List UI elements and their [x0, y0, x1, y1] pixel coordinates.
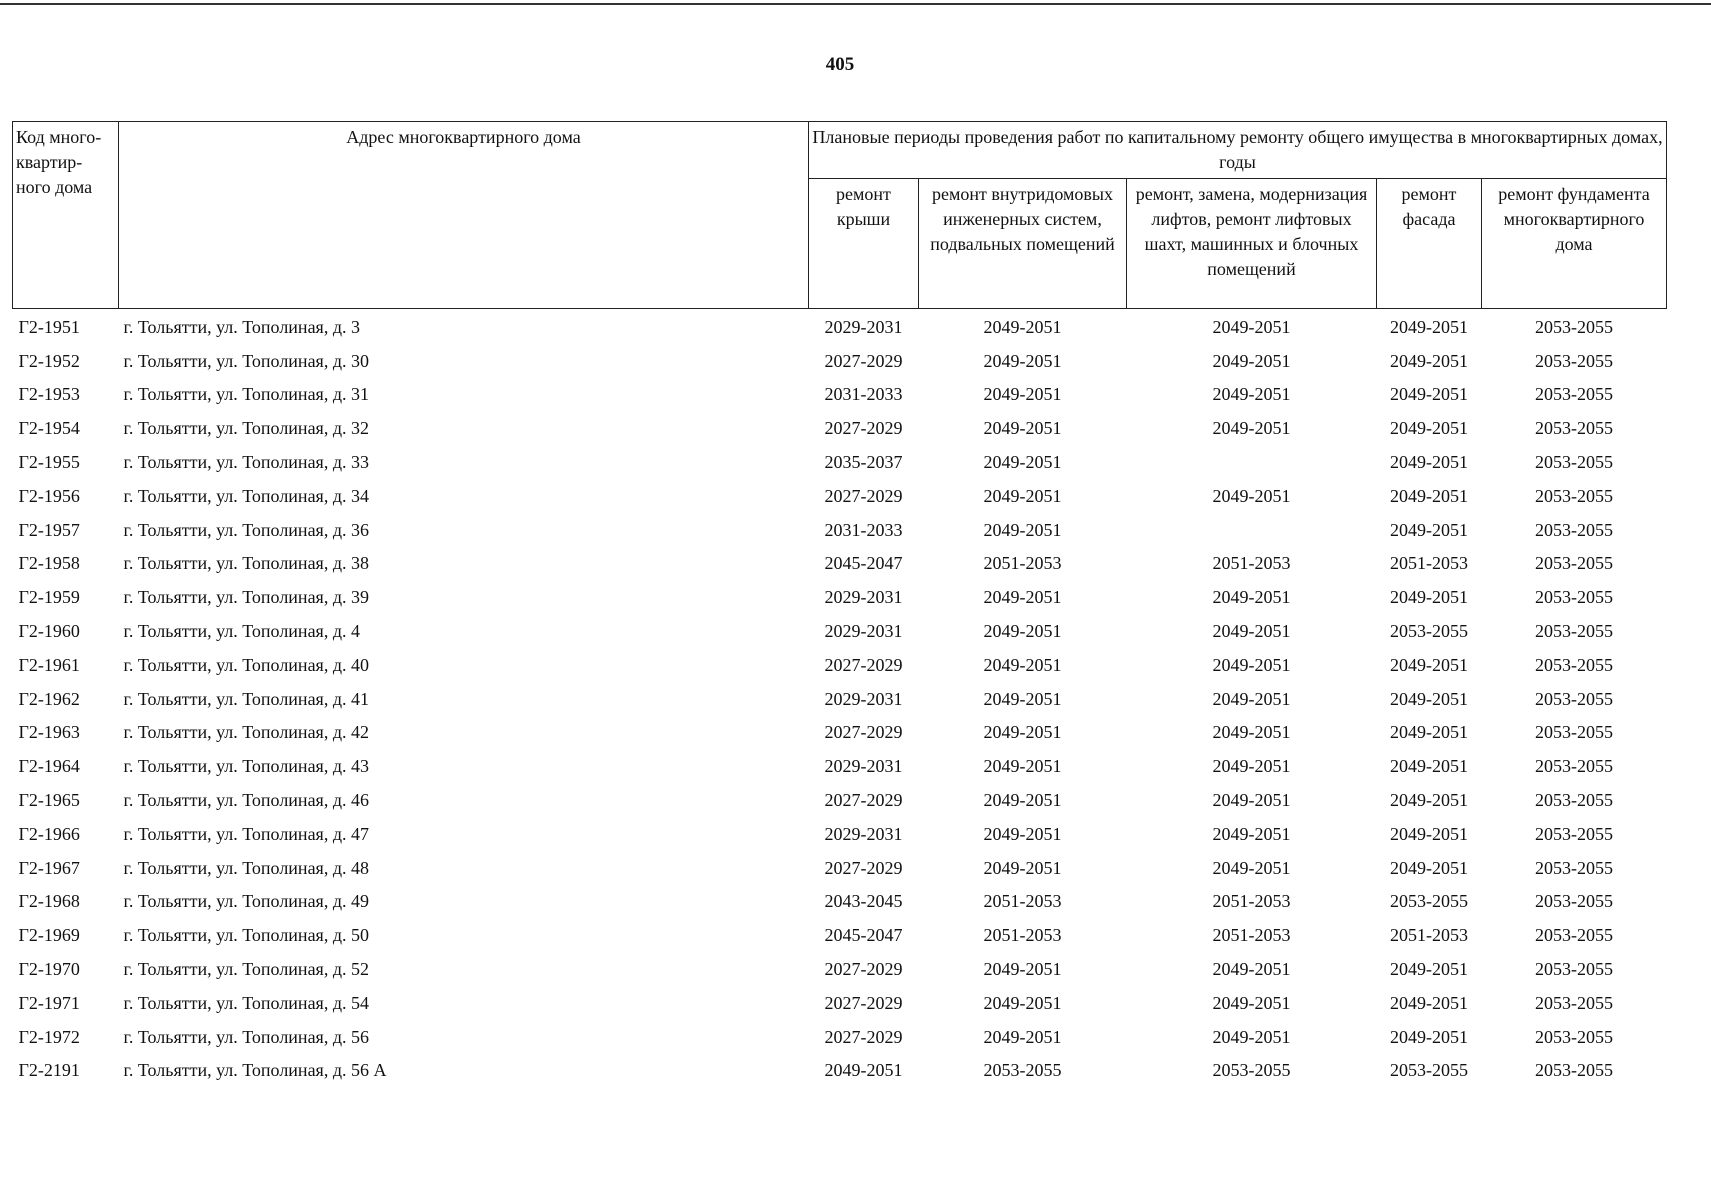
cell-foundation: 2053-2055: [1535, 452, 1613, 473]
cell-engineering-systems: 2049-2051: [983, 384, 1062, 405]
table-row: [13, 817, 1667, 851]
cell-engineering-systems: 2049-2051: [983, 722, 1062, 743]
cell-code: Г2-1960: [18, 621, 80, 642]
cell-code: Г2-1966: [18, 823, 80, 844]
table-row: [13, 547, 1667, 581]
cell-foundation: 2053-2055: [1535, 621, 1613, 642]
cell-facade: 2053-2055: [1390, 891, 1468, 912]
table-row: [13, 851, 1667, 885]
cell-lifts: [1127, 513, 1377, 547]
cell-lifts: 2049-2051: [1212, 384, 1291, 405]
cell-engineering-systems: 2051-2053: [983, 925, 1062, 946]
cell-facade: 2049-2051: [1390, 959, 1468, 980]
cell-foundation: 2053-2055: [1535, 519, 1613, 540]
cell-foundation: 2053-2055: [1535, 790, 1613, 811]
cell-lifts: 2049-2051: [1212, 722, 1291, 743]
cell-address: г. Тольятти, ул. Тополиная, д. 48: [123, 857, 369, 878]
cell-facade: 2049-2051: [1390, 654, 1468, 675]
cell-engineering-systems: 2049-2051: [983, 959, 1062, 980]
table-row: [13, 952, 1667, 986]
cell-engineering-systems: 2049-2051: [983, 992, 1062, 1013]
cell-foundation: 2053-2055: [1535, 992, 1613, 1013]
header-address: Адрес многоквартирного дома: [119, 122, 809, 309]
cell-engineering-systems: 2051-2053: [983, 891, 1062, 912]
cell-facade: 2049-2051: [1390, 519, 1468, 540]
cell-roof: 2031-2033: [824, 384, 903, 405]
cell-address: г. Тольятти, ул. Тополиная, д. 31: [123, 384, 369, 405]
header-roof: ремонт крыши: [809, 179, 919, 309]
cell-address: г. Тольятти, ул. Тополиная, д. 43: [123, 756, 369, 777]
cell-facade: 2049-2051: [1390, 688, 1468, 709]
cell-facade: 2049-2051: [1390, 350, 1468, 371]
cell-facade: 2051-2053: [1390, 925, 1468, 946]
cell-engineering-systems: 2049-2051: [983, 621, 1062, 642]
cell-lifts: 2051-2053: [1212, 553, 1291, 574]
cell-engineering-systems: 2049-2051: [983, 452, 1062, 473]
cell-lifts: 2049-2051: [1212, 823, 1291, 844]
cell-foundation: 2053-2055: [1535, 1026, 1613, 1047]
cell-engineering-systems: 2049-2051: [983, 790, 1062, 811]
cell-lifts: 2049-2051: [1212, 418, 1291, 439]
cell-lifts: 2049-2051: [1212, 756, 1291, 777]
cell-lifts: [1127, 445, 1377, 479]
cell-roof: 2027-2029: [824, 485, 903, 506]
cell-lifts: 2049-2051: [1212, 621, 1291, 642]
cell-foundation: 2053-2055: [1535, 418, 1613, 439]
cell-foundation: 2053-2055: [1535, 925, 1613, 946]
cell-code: Г2-1971: [18, 992, 80, 1013]
table-row: [13, 885, 1667, 919]
cell-facade: 2049-2051: [1390, 722, 1468, 743]
cell-roof: 2049-2051: [824, 1060, 903, 1081]
cell-foundation: 2053-2055: [1535, 891, 1613, 912]
cell-address: г. Тольятти, ул. Тополиная, д. 33: [123, 452, 369, 473]
cell-roof: 2027-2029: [824, 350, 903, 371]
cell-engineering-systems: 2049-2051: [983, 1026, 1062, 1047]
cell-foundation: 2053-2055: [1535, 350, 1613, 371]
cell-roof: 2031-2033: [824, 519, 903, 540]
cell-foundation: 2053-2055: [1535, 384, 1613, 405]
cell-foundation: 2053-2055: [1535, 756, 1613, 777]
cell-facade: 2049-2051: [1390, 485, 1468, 506]
cell-address: г. Тольятти, ул. Тополиная, д. 46: [123, 790, 369, 811]
cell-roof: 2027-2029: [824, 790, 903, 811]
cell-foundation: 2053-2055: [1535, 857, 1613, 878]
cell-roof: 2029-2031: [824, 688, 903, 709]
cell-code: Г2-1972: [18, 1026, 80, 1047]
cell-facade: 2049-2051: [1390, 992, 1468, 1013]
cell-facade: 2049-2051: [1390, 857, 1468, 878]
cell-roof: 2043-2045: [824, 891, 903, 912]
cell-address: г. Тольятти, ул. Тополиная, д. 49: [123, 891, 369, 912]
cell-roof: 2029-2031: [824, 621, 903, 642]
header-lifts: ремонт, замена, модернизация лифтов, ремонт лифтовых шахт, машинных и блочных помещений: [1127, 179, 1377, 309]
header-facade: ремонт фасада: [1377, 179, 1482, 309]
cell-code: Г2-1968: [18, 891, 80, 912]
cell-address: г. Тольятти, ул. Тополиная, д. 47: [123, 823, 369, 844]
table-row: [13, 411, 1667, 445]
cell-address: г. Тольятти, ул. Тополиная, д. 32: [123, 418, 369, 439]
cell-code: Г2-1967: [18, 857, 80, 878]
cell-code: Г2-1956: [18, 485, 80, 506]
cell-address: г. Тольятти, ул. Тополиная, д. 50: [123, 925, 369, 946]
cell-lifts: 2049-2051: [1212, 1026, 1291, 1047]
cell-engineering-systems: 2049-2051: [983, 519, 1062, 540]
cell-code: Г2-1957: [18, 519, 80, 540]
cell-roof: 2029-2031: [824, 823, 903, 844]
cell-code: Г2-1953: [18, 384, 80, 405]
cell-address: г. Тольятти, ул. Тополиная, д. 39: [123, 587, 369, 608]
cell-facade: 2053-2055: [1390, 621, 1468, 642]
cell-engineering-systems: 2049-2051: [983, 823, 1062, 844]
table-row: [13, 986, 1667, 1020]
cell-code: Г2-1952: [18, 350, 80, 371]
cell-lifts: 2049-2051: [1212, 857, 1291, 878]
cell-engineering-systems: 2049-2051: [983, 857, 1062, 878]
cell-facade: 2049-2051: [1390, 756, 1468, 777]
table-row: [13, 309, 1667, 344]
cell-foundation: 2053-2055: [1535, 553, 1613, 574]
table-row: [13, 783, 1667, 817]
cell-address: г. Тольятти, ул. Тополиная, д. 52: [123, 959, 369, 980]
cell-roof: 2035-2037: [824, 452, 903, 473]
cell-facade: 2051-2053: [1390, 553, 1468, 574]
cell-roof: 2027-2029: [824, 992, 903, 1013]
cell-address: г. Тольятти, ул. Тополиная, д. 42: [123, 722, 369, 743]
table-row: [13, 1054, 1667, 1088]
cell-foundation: 2053-2055: [1535, 959, 1613, 980]
table-row: [13, 580, 1667, 614]
cell-engineering-systems: 2049-2051: [983, 418, 1062, 439]
cell-facade: 2049-2051: [1390, 418, 1468, 439]
cell-address: г. Тольятти, ул. Тополиная, д. 56: [123, 1026, 369, 1047]
cell-code: Г2-2191: [18, 1060, 80, 1081]
cell-address: г. Тольятти, ул. Тополиная, д. 38: [123, 553, 369, 574]
header-engineering-systems: ремонт внутридомовых инженерных систем, подвальных помещений: [919, 179, 1127, 309]
cell-foundation: 2053-2055: [1535, 722, 1613, 743]
cell-roof: 2027-2029: [824, 857, 903, 878]
cell-address: г. Тольятти, ул. Тополиная, д. 34: [123, 485, 369, 506]
cell-foundation: 2053-2055: [1535, 485, 1613, 506]
cell-code: Г2-1969: [18, 925, 80, 946]
cell-address: г. Тольятти, ул. Тополиная, д. 4: [123, 621, 360, 642]
cell-code: Г2-1951: [18, 316, 80, 337]
header-foundation: ремонт фундамента многоквартирного дома: [1482, 179, 1667, 309]
cell-engineering-systems: 2049-2051: [983, 485, 1062, 506]
cell-code: Г2-1965: [18, 790, 80, 811]
table-body: [13, 309, 1667, 1088]
page-number: 405: [825, 54, 855, 75]
cell-engineering-systems: 2053-2055: [983, 1060, 1062, 1081]
cell-code: Г2-1962: [18, 688, 80, 709]
cell-code: Г2-1958: [18, 553, 80, 574]
header-planned-periods: Плановые периоды проведения работ по капитальному ремонту общего имущества в многоквартирных домах, годы: [809, 122, 1667, 179]
cell-address: г. Тольятти, ул. Тополиная, д. 54: [123, 992, 369, 1013]
cell-roof: 2027-2029: [824, 654, 903, 675]
capital-repair-schedule-table: [12, 121, 1667, 1087]
cell-roof: 2045-2047: [824, 553, 903, 574]
cell-roof: 2027-2029: [824, 418, 903, 439]
cell-lifts: 2049-2051: [1212, 654, 1291, 675]
table-row: [13, 1020, 1667, 1054]
cell-lifts: 2051-2053: [1212, 925, 1291, 946]
cell-address: г. Тольятти, ул. Тополиная, д. 40: [123, 654, 369, 675]
cell-roof: 2027-2029: [824, 722, 903, 743]
cell-code: Г2-1959: [18, 587, 80, 608]
cell-roof: 2027-2029: [824, 959, 903, 980]
header-code: Код много-квартир-ного дома: [13, 122, 119, 309]
cell-lifts: 2053-2055: [1212, 1060, 1291, 1081]
cell-lifts: 2049-2051: [1212, 485, 1291, 506]
cell-engineering-systems: 2049-2051: [983, 316, 1062, 337]
cell-facade: 2049-2051: [1390, 790, 1468, 811]
table-row: [13, 682, 1667, 716]
cell-address: г. Тольятти, ул. Тополиная, д. 30: [123, 350, 369, 371]
cell-facade: 2049-2051: [1390, 1026, 1468, 1047]
cell-foundation: 2053-2055: [1535, 823, 1613, 844]
cell-roof: 2027-2029: [824, 1026, 903, 1047]
cell-facade: 2049-2051: [1390, 587, 1468, 608]
table-row: [13, 749, 1667, 783]
cell-engineering-systems: 2049-2051: [983, 654, 1062, 675]
cell-engineering-systems: 2049-2051: [983, 756, 1062, 777]
cell-facade: 2049-2051: [1390, 384, 1468, 405]
cell-engineering-systems: 2049-2051: [983, 587, 1062, 608]
cell-foundation: 2053-2055: [1535, 1060, 1613, 1081]
table-row: [13, 513, 1667, 547]
cell-lifts: 2049-2051: [1212, 992, 1291, 1013]
cell-lifts: 2051-2053: [1212, 891, 1291, 912]
cell-address: г. Тольятти, ул. Тополиная, д. 41: [123, 688, 369, 709]
cell-foundation: 2053-2055: [1535, 688, 1613, 709]
cell-roof: 2029-2031: [824, 316, 903, 337]
table-row: [13, 378, 1667, 412]
cell-foundation: 2053-2055: [1535, 654, 1613, 675]
table-row: [13, 648, 1667, 682]
cell-engineering-systems: 2051-2053: [983, 553, 1062, 574]
cell-address: г. Тольятти, ул. Тополиная, д. 36: [123, 519, 369, 540]
cell-code: Г2-1963: [18, 722, 80, 743]
cell-lifts: 2049-2051: [1212, 790, 1291, 811]
cell-lifts: 2049-2051: [1212, 959, 1291, 980]
table-row: [13, 918, 1667, 952]
cell-facade: 2049-2051: [1390, 452, 1468, 473]
cell-lifts: 2049-2051: [1212, 316, 1291, 337]
table-row: [13, 479, 1667, 513]
cell-engineering-systems: 2049-2051: [983, 688, 1062, 709]
cell-roof: 2029-2031: [824, 756, 903, 777]
cell-engineering-systems: 2049-2051: [983, 350, 1062, 371]
cell-foundation: 2053-2055: [1535, 587, 1613, 608]
table-row: [13, 445, 1667, 479]
cell-foundation: 2053-2055: [1535, 316, 1613, 337]
cell-code: Г2-1970: [18, 959, 80, 980]
cell-code: Г2-1955: [18, 452, 80, 473]
cell-lifts: 2049-2051: [1212, 350, 1291, 371]
cell-address: г. Тольятти, ул. Тополиная, д. 3: [123, 316, 360, 337]
cell-code: Г2-1961: [18, 654, 80, 675]
table-row: [13, 344, 1667, 378]
cell-code: Г2-1964: [18, 756, 80, 777]
cell-address: г. Тольятти, ул. Тополиная, д. 56 А: [123, 1060, 387, 1081]
cell-facade: 2049-2051: [1390, 823, 1468, 844]
cell-facade: 2049-2051: [1390, 316, 1468, 337]
table-row: [13, 614, 1667, 648]
cell-lifts: 2049-2051: [1212, 688, 1291, 709]
top-rule: [0, 3, 1711, 5]
cell-lifts: 2049-2051: [1212, 587, 1291, 608]
cell-code: Г2-1954: [18, 418, 80, 439]
cell-facade: 2053-2055: [1390, 1060, 1468, 1081]
cell-roof: 2045-2047: [824, 925, 903, 946]
table-row: [13, 716, 1667, 750]
cell-roof: 2029-2031: [824, 587, 903, 608]
